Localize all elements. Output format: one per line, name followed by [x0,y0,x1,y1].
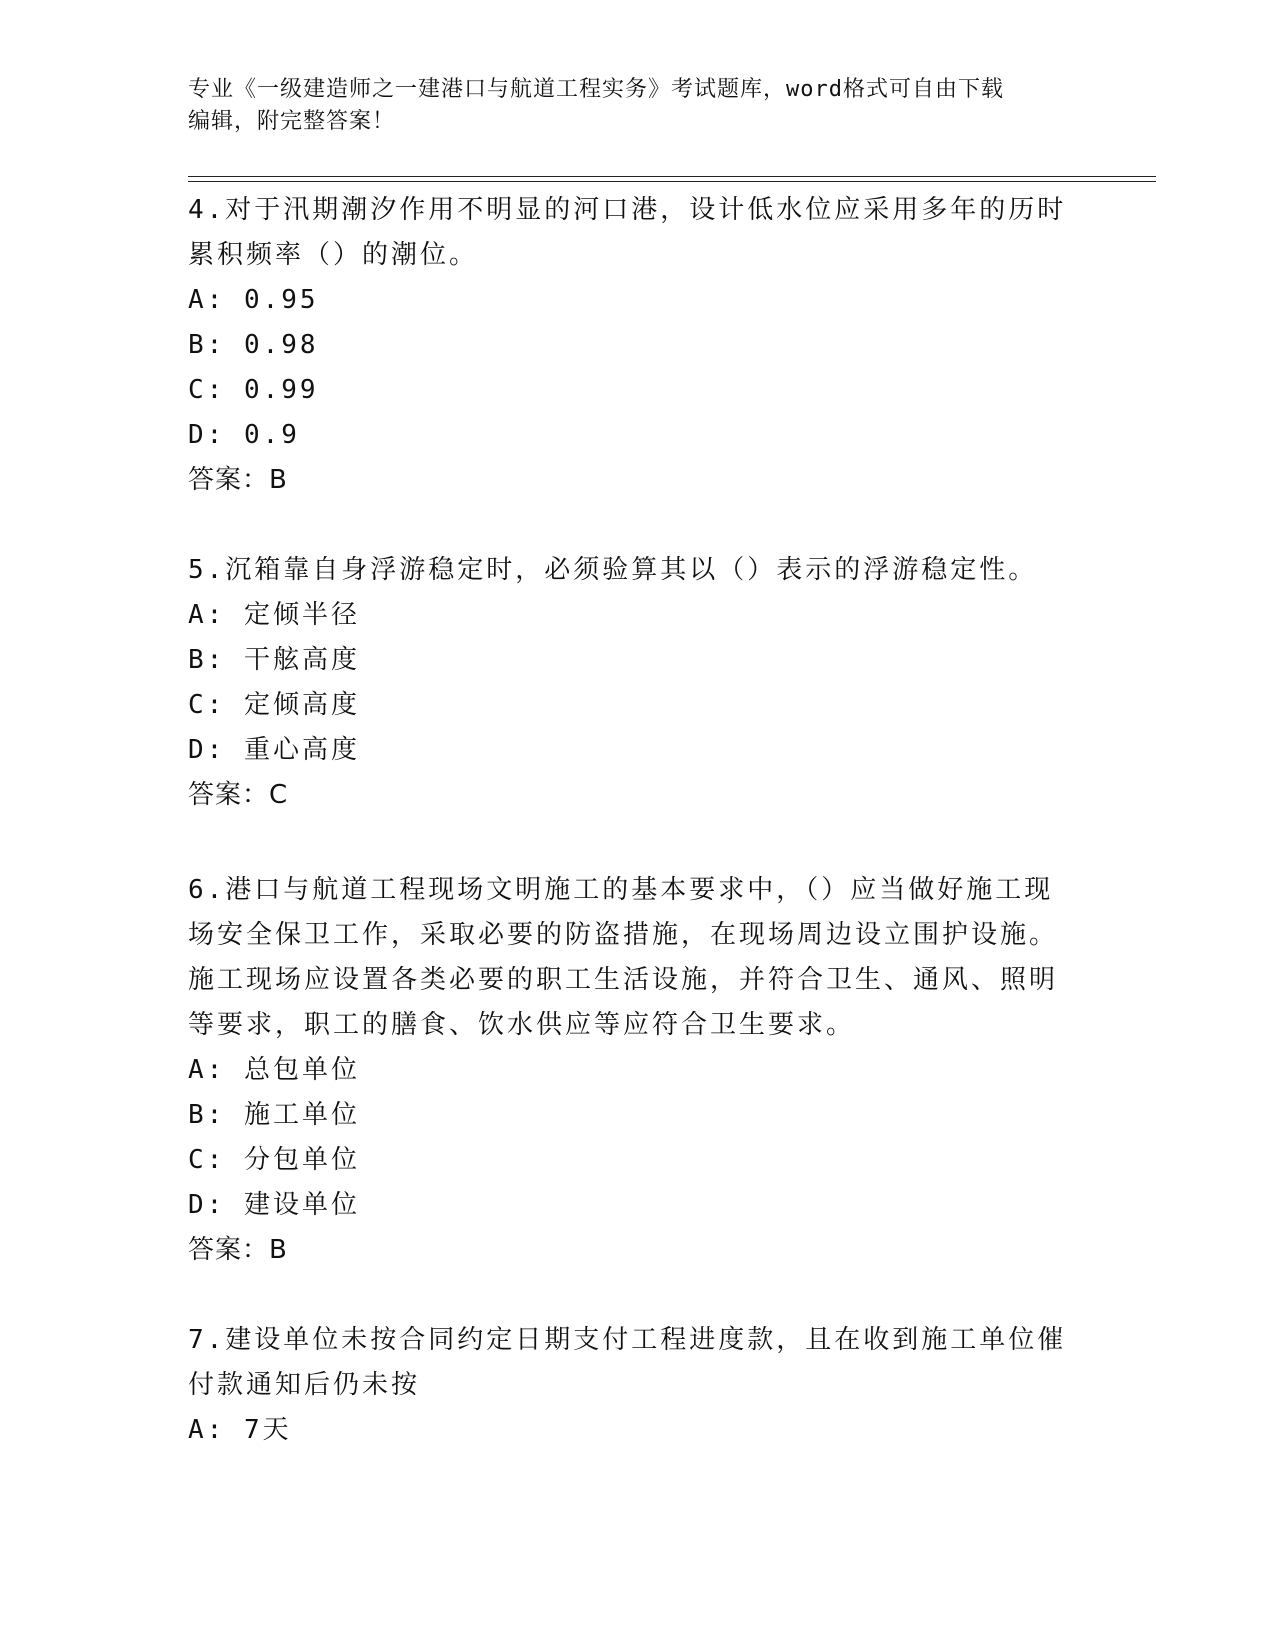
option-c: C: 定倾高度 [188,690,360,720]
question-stem-line: 场安全保卫工作，采取必要的防盗措施，在现场周边设立围护设施。 [188,920,1059,950]
question-4 [188,188,1068,503]
header-divider-bottom [188,181,1156,182]
option-d: D: 重心高度 [188,735,360,765]
question-stem-line: 5.沉箱靠自身浮游稳定时，必须验算其以（）表示的浮游稳定性。 [188,555,1038,585]
question-stem-line: 累积频率（）的潮位。 [188,240,479,270]
answer-line: 答案：B [188,465,288,495]
option-b: B: 0.98 [188,330,319,360]
header-line-2: 编辑，附完整答案！ [188,109,396,134]
question-5 [188,548,1068,818]
question-stem-line: 等要求，职工的膳食、饮水供应等应符合卫生要求。 [188,1010,856,1040]
option-b: B: 施工单位 [188,1100,360,1130]
option-b: B: 干舷高度 [188,645,360,675]
question-stem-line: 7.建设单位未按合同约定日期支付工程进度款，且在收到施工单位催 [188,1325,1067,1355]
option-d: D: 建设单位 [188,1190,360,1220]
header-line-1: 专业《一级建造师之一建港口与航道工程实务》考试题库，word格式可自由下载 [188,77,1004,102]
document-header [188,74,1068,138]
header-divider-top [188,176,1156,177]
option-d: D: 0.9 [188,420,300,450]
option-a: A: 总包单位 [188,1055,360,1085]
question-stem-line: 6.港口与航道工程现场文明施工的基本要求中，（）应当做好施工现 [188,875,1054,905]
option-c: C: 0.99 [188,375,319,405]
answer-line: 答案：B [188,1235,288,1265]
option-a: A: 7天 [188,1415,292,1445]
question-stem-line: 4.对于汛期潮汐作用不明显的河口港，设计低水位应采用多年的历时 [188,195,1067,225]
question-6 [188,868,1068,1273]
option-a: A: 定倾半径 [188,600,360,630]
answer-line: 答案：C [188,780,289,810]
option-a: A: 0.95 [188,285,319,315]
question-stem-line: 施工现场应设置各类必要的职工生活设施，并符合卫生、通风、照明 [188,965,1059,995]
question-7 [188,1318,1068,1453]
question-stem-line: 付款通知后仍未按 [188,1370,421,1400]
option-c: C: 分包单位 [188,1145,360,1175]
